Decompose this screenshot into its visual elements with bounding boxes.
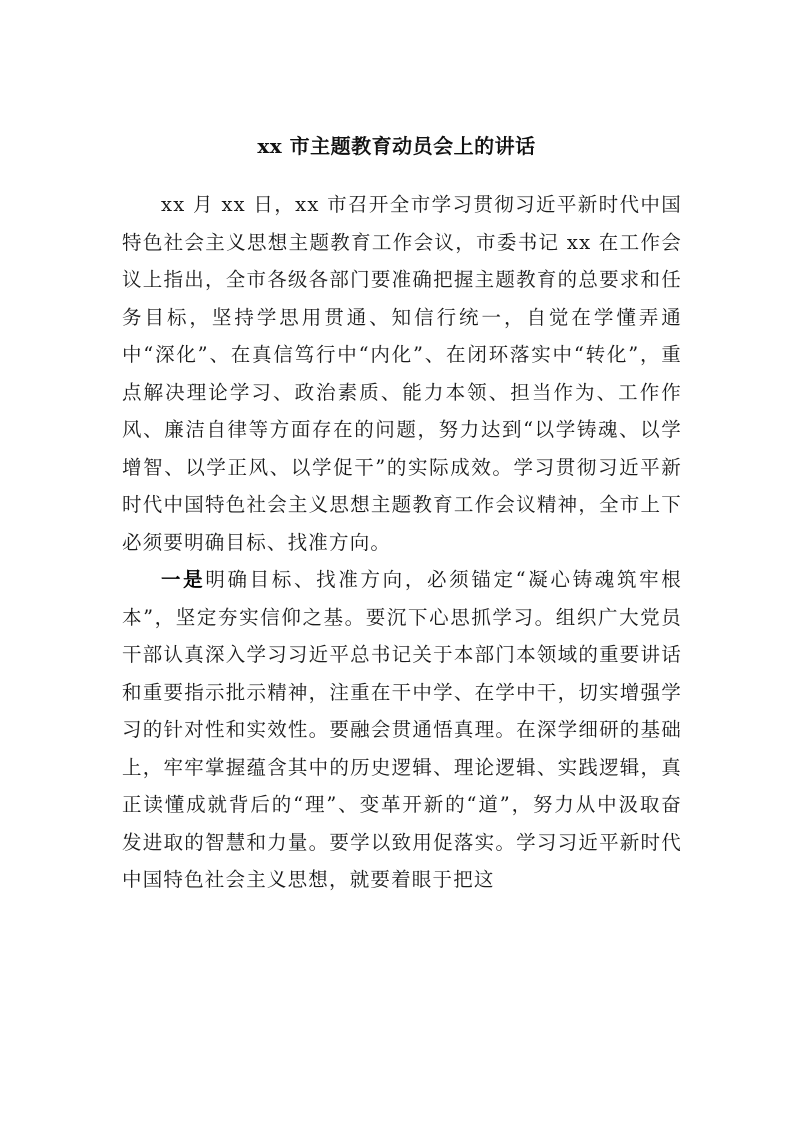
paragraph-2 (122, 561, 682, 899)
paragraph-2-lead: 一是 (161, 568, 206, 591)
paragraph-1 (122, 186, 682, 561)
document-title: xx 市主题教育动员会上的讲话 (257, 134, 536, 158)
paragraph-1-text: xx 月 xx 日，xx 市召开全市学习贯彻习近平新时代中国特色社会主义思想主题教育工作会议，市委书记 xx 在工作会议上指出，全市各级各部门要准确把握主题教育的总要求和任务目标，坚持学思用贯通、知信行统一，自觉在学懂弄通中“深化”、在真信笃行中“内化”、在闭环落实中“转化”，重点解决理论学习、政治素质、能力本领、担当作为、工作作风、廉洁自律等方面存在的问题，努力达到“以学铸魂、以学增智、以学正风、以学促干”的实际成效。学习贯彻习近平新时代中国特色社会主义思想主题教育工作会议精神，全市上下必须要明确目标、找准方向。 (122, 193, 682, 554)
document-body (122, 186, 682, 899)
paragraph-2-text: 明确目标、找准方向，必须锚定“凝心铸魂筑牢根本”，坚定夯实信仰之基。要沉下心思抓学习。组织广大党员干部认真深入学习习近平总书记关于本部门本领域的重要讲话和重要指示批示精神，注重在干中学、在学中干，切实增强学习的针对性和实效性。要融会贯通悟真理。在深学细研的基础上，牢牢掌握蕴含其中的历史逻辑、理论逻辑、实践逻辑，真正读懂成就背后的“理”、变革开新的“道”，努力从中汲取奋发进取的智慧和力量。要学以致用促落实。学习习近平新时代中国特色社会主义思想，就要着眼于把这 (122, 568, 682, 891)
